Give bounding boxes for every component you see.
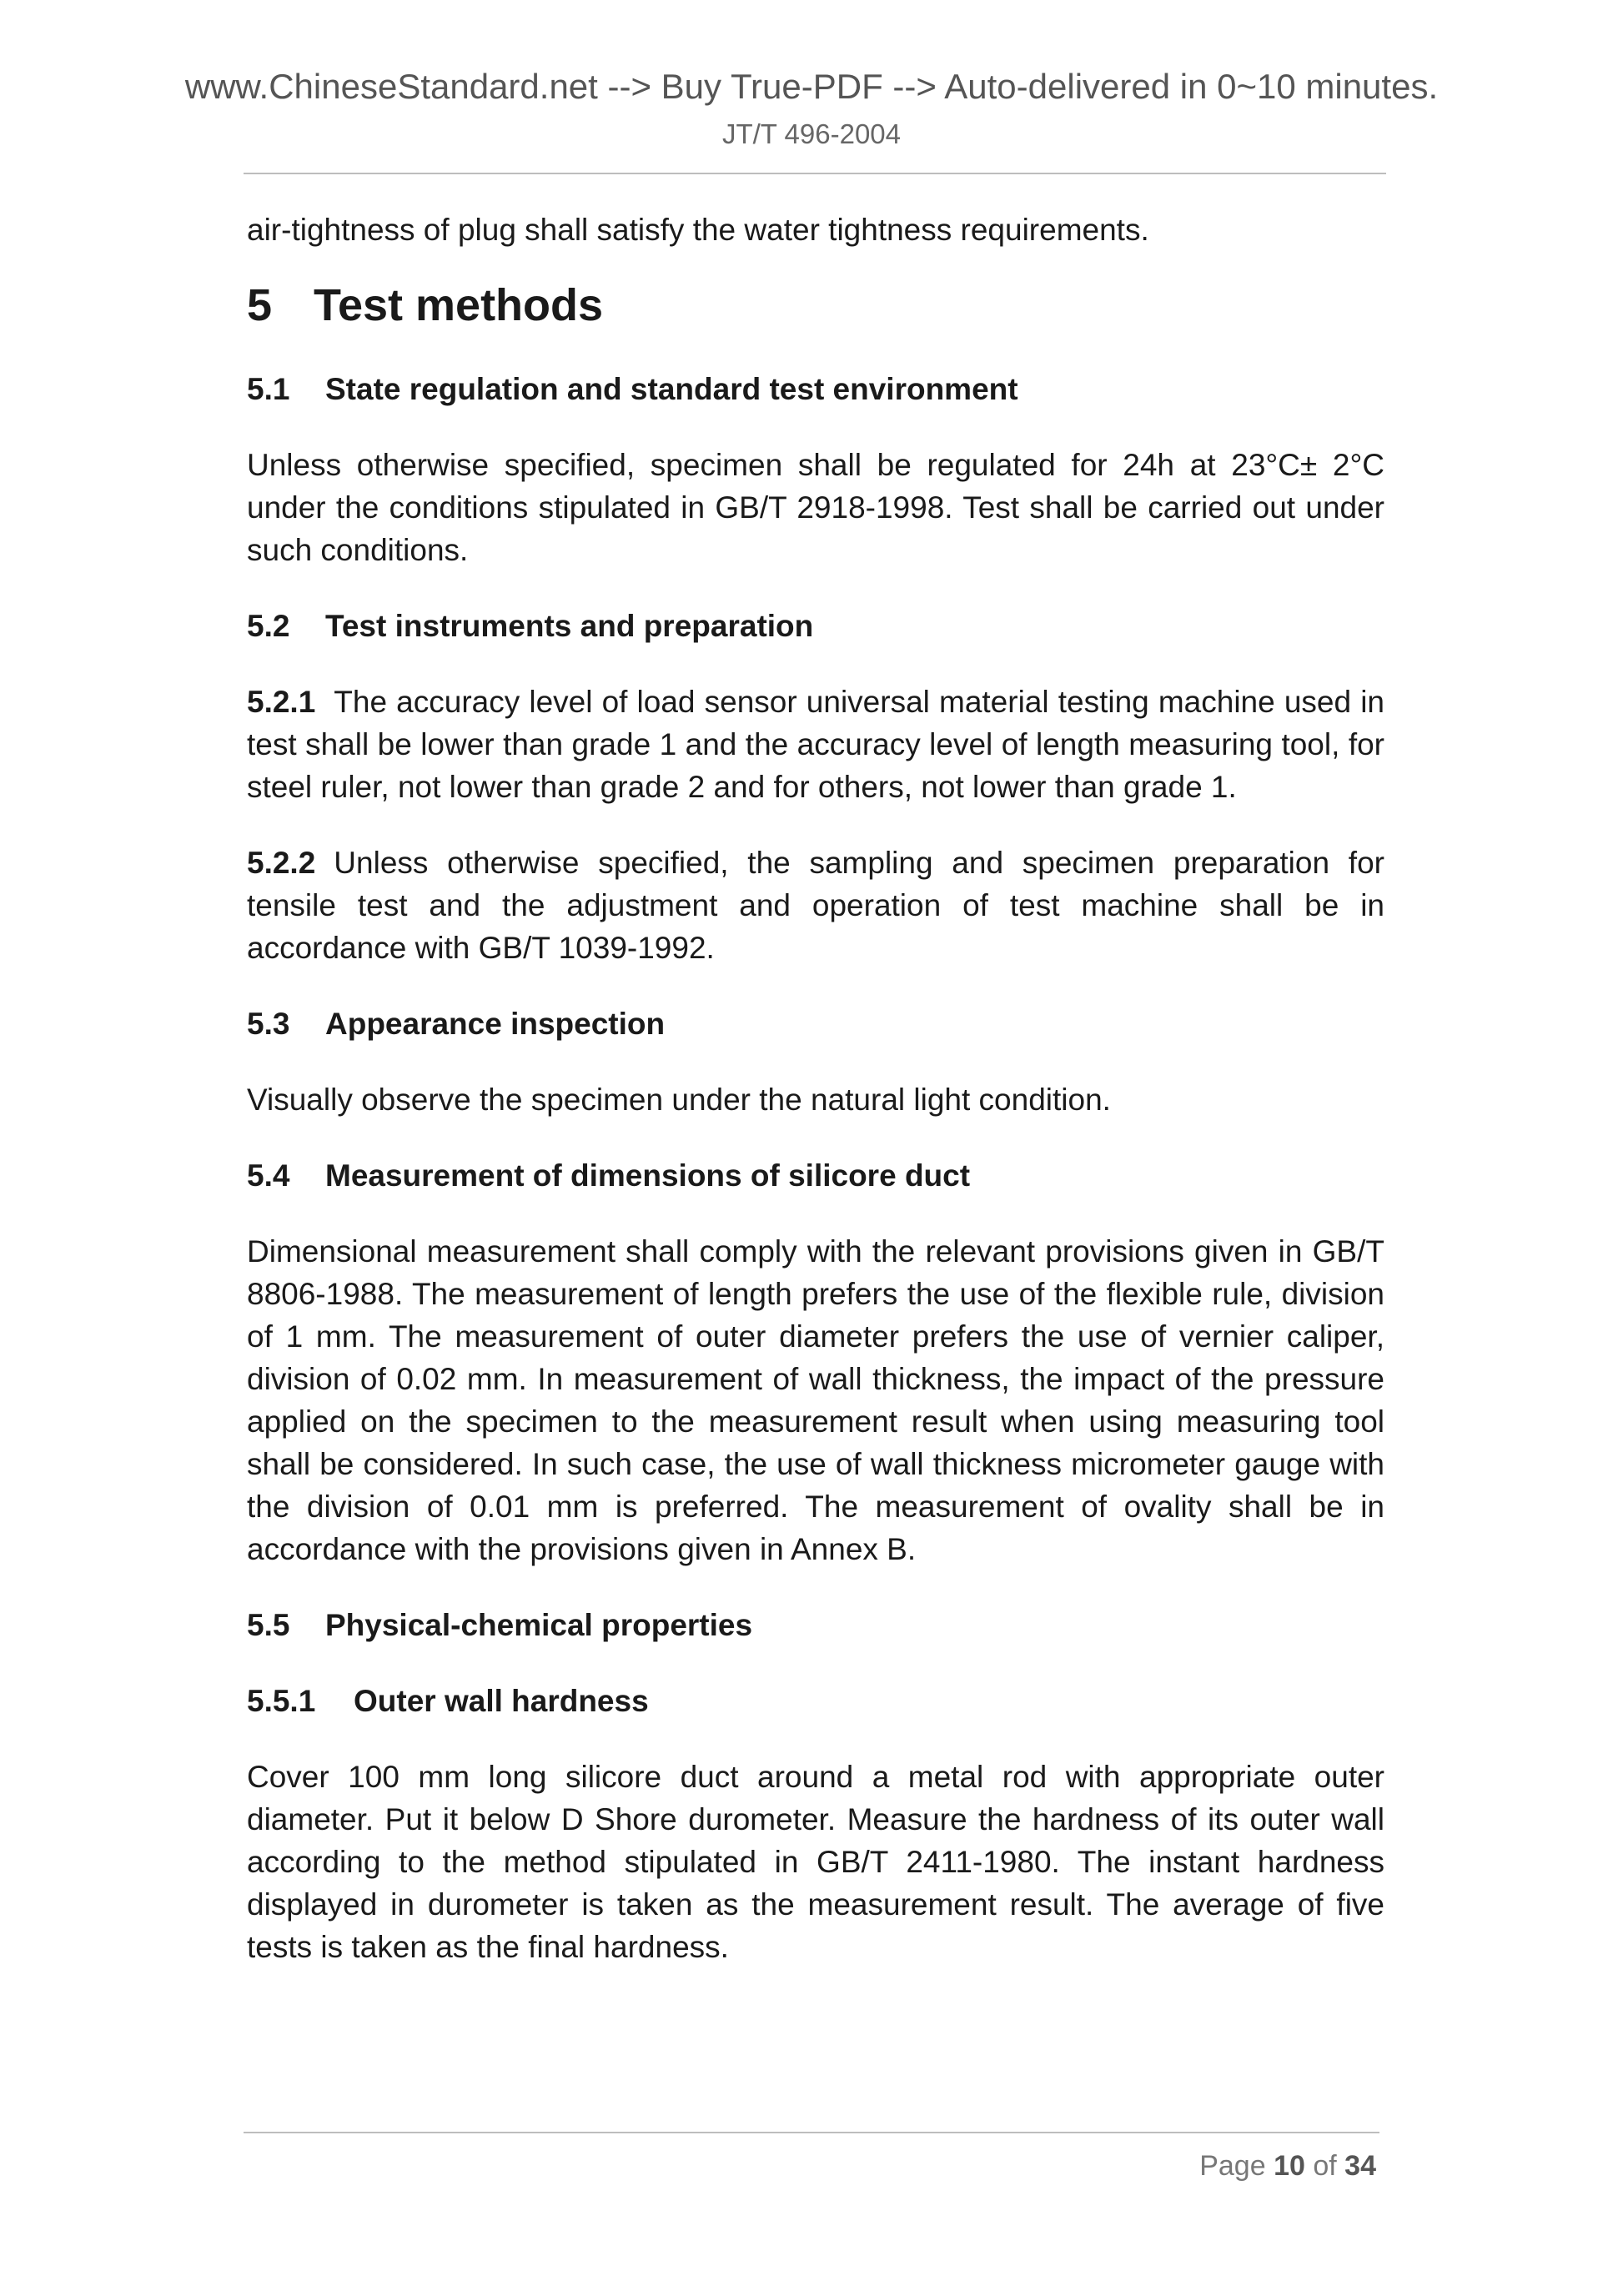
heading-5-1 xyxy=(247,368,1384,410)
intro-paragraph: air-tightness of plug shall satisfy the water tightness requirements. xyxy=(247,213,1149,247)
heading-5-3-title: Appearance inspection xyxy=(325,1007,666,1041)
heading-5-5-number: 5.5 xyxy=(247,1608,290,1642)
heading-5-1-title: State regulation and standard test environment xyxy=(325,372,1018,406)
page-prefix: Page xyxy=(1199,2150,1266,2182)
footer-divider xyxy=(244,2132,1379,2133)
heading-5-3 xyxy=(247,1002,1384,1045)
page-of: of xyxy=(1313,2150,1337,2182)
paragraph-5-4: Dimensional measurement shall comply with the relevant provisions given in GB/T 8806-1988. The measurement of length prefers the use of the flexible rule, division of 1 mm. The measurement of outer diameter prefers the use of vernier caliper, division of 0.02 mm. In measurement of wall thickness, the impact of the pressure applied on the specimen to the measurement result when using measuring tool shall be considered. In such case, the use of wall thickness micrometer gauge with the division of 0.01 mm is preferred. The measurement of ovality shall be in accordance with the provisions given in Annex B. xyxy=(247,1234,1384,1566)
heading-5-5-1 xyxy=(247,1680,1384,1722)
clause-5-2-2-number: 5.2.2 xyxy=(247,846,316,880)
site-banner: www.ChineseStandard.net --> Buy True-PDF --> Auto-delivered in 0~10 minutes. xyxy=(184,67,1439,106)
heading-5-4-title: Measurement of dimensions of silicore duct xyxy=(325,1158,971,1193)
section-number: 5 xyxy=(247,280,273,330)
heading-5-2 xyxy=(247,605,1384,647)
page-number xyxy=(1001,2150,1376,2183)
document-id: JT/T 496-2004 xyxy=(721,118,902,149)
header-divider xyxy=(244,173,1386,174)
heading-5-5-1-title: Outer wall hardness xyxy=(354,1684,649,1718)
section-title: Test methods xyxy=(314,280,604,330)
heading-5-2-number: 5.2 xyxy=(247,609,290,643)
paragraph-5-2-2 xyxy=(247,842,1384,969)
paragraph-5-5-1: Cover 100 mm long silicore duct around a metal rod with appropriate outer diameter. Put it below D Shore durometer. Measure the hardness of its outer wall according to the method stipulated in GB/T 2411-1980. The instant hardness displayed in durometer is taken as the measurement result. The average of five tests is taken as the final hardness. xyxy=(247,1760,1384,1964)
clause-5-2-1-number: 5.2.1 xyxy=(247,685,316,719)
paragraph-5-3: Visually observe the specimen under the natural light condition. xyxy=(247,1083,1111,1117)
clause-5-2-1-text: The accuracy level of load sensor universal material testing machine used in test shall be lower than grade 1 and the accuracy level of length measuring tool, for steel ruler, not lower than grade 2 and for others, not lower than grade 1. xyxy=(247,685,1384,804)
heading-5-4-number: 5.4 xyxy=(247,1158,290,1193)
heading-5-1-number: 5.1 xyxy=(247,372,290,406)
clause-5-2-2-text: Unless otherwise specified, the sampling and specimen preparation for tensile test and the adjustment and operation of test machine shall be in accordance with GB/T 1039-1992. xyxy=(247,846,1384,965)
heading-5-4 xyxy=(247,1154,1384,1197)
page-current: 10 xyxy=(1274,2150,1305,2182)
section-heading xyxy=(247,276,1384,334)
paragraph-5-2-1 xyxy=(247,681,1384,808)
heading-5-3-number: 5.3 xyxy=(247,1007,290,1041)
paragraph-5-1: Unless otherwise specified, specimen shall be regulated for 24h at 23°C± 2°C under the conditions stipulated in GB/T 2918-1998. Test shall be carried out under such conditions. xyxy=(247,448,1384,567)
page-content xyxy=(247,208,1384,1968)
heading-5-5-1-number: 5.5.1 xyxy=(247,1684,316,1718)
heading-5-2-title: Test instruments and preparation xyxy=(325,609,814,643)
heading-5-5-title: Physical-chemical properties xyxy=(325,1608,753,1642)
heading-5-5 xyxy=(247,1604,1384,1646)
page-total: 34 xyxy=(1344,2150,1376,2182)
